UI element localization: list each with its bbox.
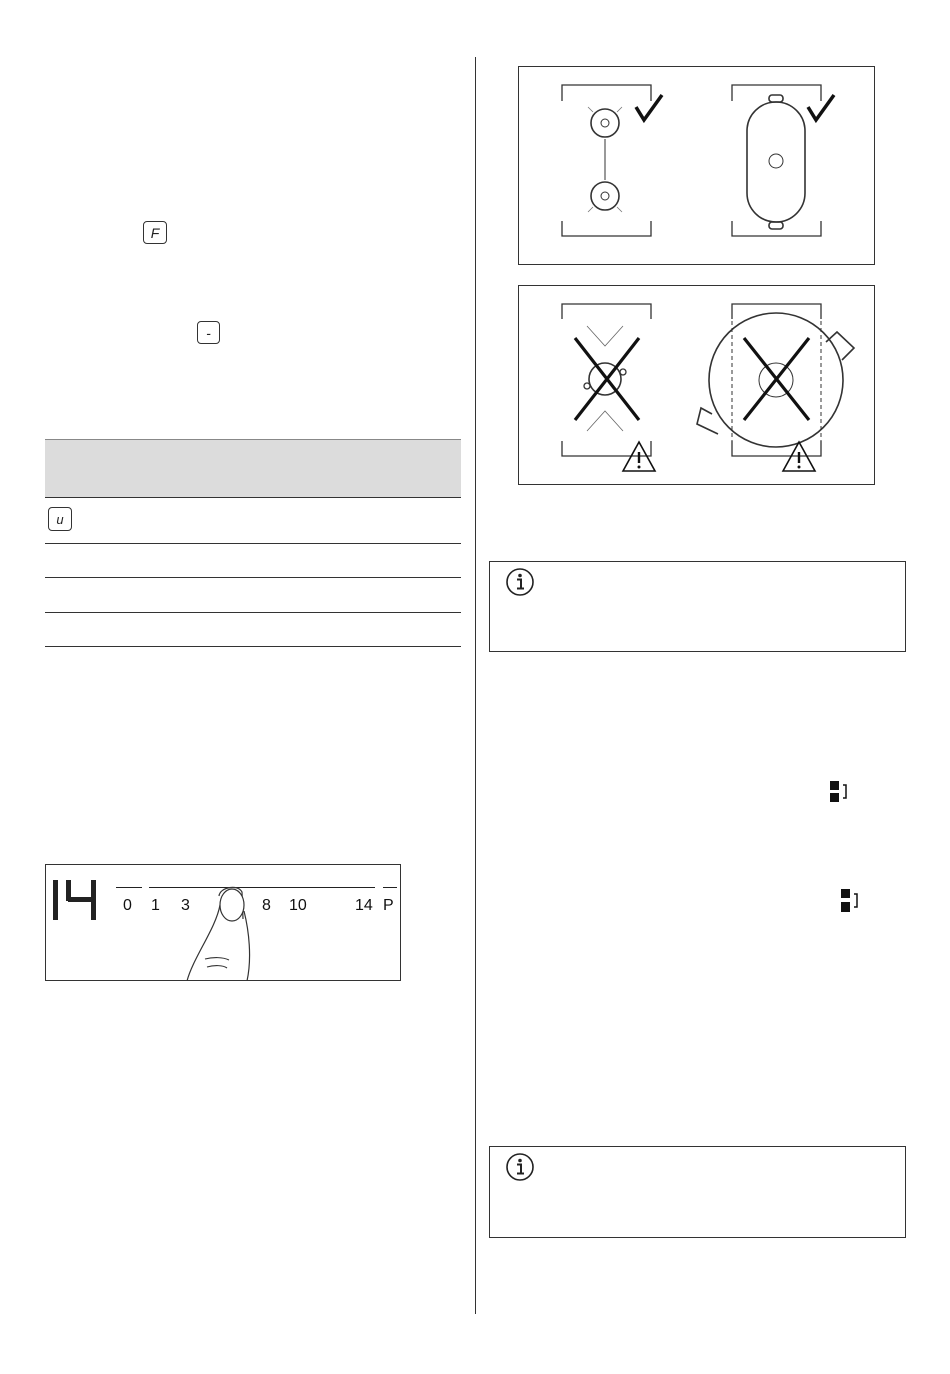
minus-key-symbol: - xyxy=(197,321,220,344)
small-pans-icon xyxy=(588,107,622,212)
scale-label-1: 1 xyxy=(151,897,160,914)
scale-label-3: 3 xyxy=(181,897,190,914)
scale-label-0: 0 xyxy=(123,897,132,914)
table-divider xyxy=(45,497,461,498)
cross-mark-icon xyxy=(575,338,639,420)
oval-pan-icon xyxy=(747,95,805,229)
table-divider xyxy=(45,612,461,613)
function-key-symbol: F xyxy=(143,221,167,244)
info-icon xyxy=(505,1152,535,1182)
incorrect-cookware-figure xyxy=(518,285,875,485)
info-note-box xyxy=(489,561,906,652)
table-divider xyxy=(45,646,461,647)
table-header xyxy=(45,439,461,498)
seven-segment-display xyxy=(49,878,109,922)
info-note-box xyxy=(489,1146,906,1238)
table-divider xyxy=(45,543,461,544)
finger-touch-icon xyxy=(183,883,263,981)
scale-label-8: 8 xyxy=(262,897,271,914)
control-panel-figure xyxy=(45,864,401,981)
bridge-indicator-icon xyxy=(829,780,853,804)
scale-label-p: P xyxy=(383,897,394,914)
column-divider xyxy=(475,57,476,1314)
bridge-indicator-icon xyxy=(840,888,864,914)
check-mark-icon xyxy=(636,95,662,120)
scale-label-10: 10 xyxy=(289,897,307,914)
scale-dash-right xyxy=(383,887,397,888)
correct-cookware-figure xyxy=(518,66,875,265)
scale-dash-left xyxy=(116,887,142,888)
table-row-symbol: u xyxy=(48,507,72,531)
table-divider xyxy=(45,577,461,578)
scale-label-14: 14 xyxy=(355,897,373,914)
cross-mark-icon xyxy=(744,338,809,420)
info-icon xyxy=(505,567,535,597)
